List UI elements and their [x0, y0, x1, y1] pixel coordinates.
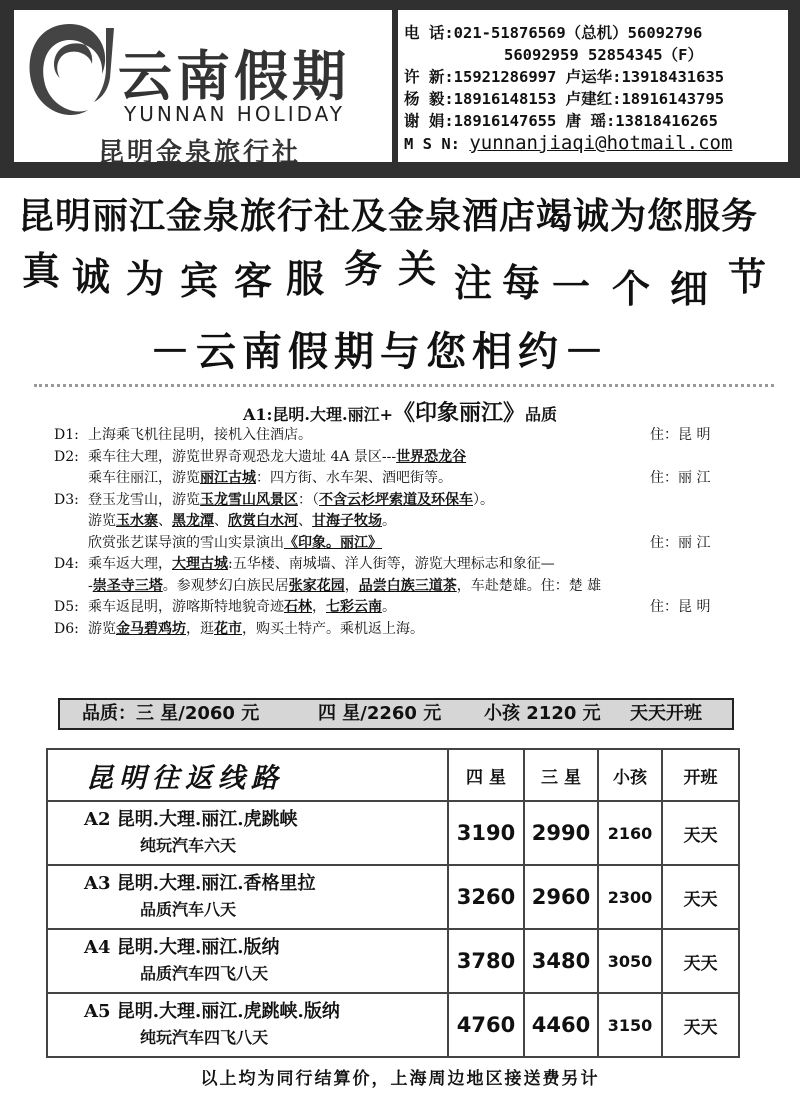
itinerary-stay: 住：昆 明 [650, 427, 711, 443]
itinerary-highlight: 张家花园 [288, 577, 345, 594]
itinerary-highlight: 品尝白族三道茶 [358, 577, 457, 594]
slogan-char: 一 [552, 265, 591, 309]
contact-info [398, 10, 788, 162]
price-three-star-cell: 2990 [524, 801, 598, 865]
phone-more: 56092959 52854345（F） [504, 46, 703, 64]
slogan-invite: －云南假期与您相约－ [150, 329, 610, 375]
itinerary-line [54, 425, 744, 446]
slogan-char: 为 [126, 257, 165, 301]
price-four-star-cell: 3190 [448, 801, 524, 865]
phone-main: 021-51876569（总机）56092796 [453, 24, 703, 42]
phone-label: 电 话: [404, 24, 454, 42]
itinerary-text: 。 [382, 599, 396, 615]
itinerary-text: ， [344, 577, 359, 594]
route-a1-title [0, 396, 800, 427]
slogan-char: 客 [234, 259, 273, 303]
itinerary-text: 乘车往丽江，游览 [88, 470, 200, 486]
routes-table [46, 748, 740, 1058]
slogan-char: 关 [398, 247, 437, 291]
slogan-char: 真 [22, 249, 61, 293]
col-header-three-star: 三 星 [524, 749, 598, 801]
slogan-char: 宾 [180, 259, 219, 303]
itinerary-highlight: 丽江古城 [200, 470, 256, 486]
itinerary-day: D1: [54, 427, 79, 443]
table-row [47, 993, 739, 1057]
slogan-char: 诚 [72, 255, 111, 299]
itinerary-day: D5: [54, 599, 79, 615]
itinerary-text: 。 [382, 513, 396, 529]
itinerary-day: D6: [54, 620, 79, 637]
itinerary-text: 、 [158, 513, 172, 529]
col-header-child: 小孩 [598, 749, 662, 801]
itinerary-day: D4: [54, 556, 79, 572]
price-three-star: 品质：三 星/2060 元 [82, 703, 260, 724]
route-name-cell [47, 929, 448, 993]
slogan-char: 细 [670, 267, 709, 311]
itinerary-stay: 住：丽 江 [650, 470, 711, 486]
slogan-char: 每 [502, 261, 541, 305]
route-a1-title-highlight: 《印象丽江》 [392, 400, 525, 426]
price-child-cell: 3050 [598, 929, 662, 993]
itinerary-highlight: 玉水寨 [116, 513, 158, 529]
route-subtitle: 品质汽车八天 [140, 900, 237, 919]
route-name-cell [47, 993, 448, 1057]
price-four-star: 四 星/2260 元 [318, 703, 442, 724]
schedule-cell: 天天 [662, 865, 739, 929]
price-three-star-cell: 2960 [524, 865, 598, 929]
route-name-cell [47, 865, 448, 929]
slogan-service: 昆明丽江金泉旅行社及金泉酒店竭诚为您服务 [18, 196, 759, 237]
itinerary-line [54, 619, 744, 640]
msn-line [404, 132, 732, 155]
col-header-four-star: 四 星 [448, 749, 524, 801]
itinerary-highlight: 玉龙雪山风景区 [200, 491, 298, 508]
route-subtitle: 纯玩汽车六天 [140, 836, 237, 855]
itinerary-text: 登玉龙雪山，游览 [88, 491, 200, 508]
itinerary-text: ）。 [473, 491, 494, 508]
itinerary-highlight: 不含云杉坪索道及环保车 [319, 491, 473, 508]
itinerary-text: 欣赏张艺谋导演的雪山实景演出 [88, 534, 284, 551]
logo-swirl-icon [22, 18, 118, 130]
itinerary-line [54, 490, 744, 511]
msn-label: M S N: [404, 135, 460, 153]
itinerary-highlight: 金马碧鸡坊 [116, 620, 186, 637]
logo-name-cn: 云南假期 [118, 45, 350, 108]
route-name: A4 昆明.大理.丽江.版纳 [84, 937, 280, 958]
itinerary-text: 游览 [88, 513, 116, 529]
itinerary-text: 乘车往大理，游览世界奇观恐龙大遗址 4A 景区--- [88, 448, 397, 465]
itinerary-highlight: 花市 [214, 620, 242, 637]
table-row [47, 865, 739, 929]
price-child: 小孩 2120 元 [484, 703, 601, 724]
table-row [47, 801, 739, 865]
slogan-char: 务 [344, 247, 383, 291]
route-name: A5 昆明.大理.丽江.虎跳峡.版纳 [84, 1001, 340, 1022]
itinerary-text: 游览 [88, 620, 116, 637]
itinerary-line [54, 554, 744, 575]
itinerary-text: 、 [214, 513, 228, 529]
slogan-detail [22, 238, 782, 311]
price-four-star-cell: 3260 [448, 865, 524, 929]
price-child-cell: 2300 [598, 865, 662, 929]
itinerary-line [54, 511, 744, 532]
route-name-cell [47, 801, 448, 865]
itinerary-day: D3: [54, 491, 79, 508]
itinerary-highlight: 七彩云南 [326, 599, 382, 615]
route-subtitle: 品质汽车四飞八天 [140, 964, 269, 983]
itinerary-text: ，车赴楚雄。住：楚 雄 [456, 577, 602, 594]
route-subtitle: 纯玩汽车四飞八天 [140, 1028, 269, 1047]
itinerary-text: ，逛 [186, 620, 214, 637]
schedule-cell: 天天 [662, 801, 739, 865]
price-four-star-cell: 3780 [448, 929, 524, 993]
itinerary-stay: 住：丽 江 [650, 534, 711, 551]
route-a1-title-suffix: 品质 [525, 405, 558, 424]
slogan-char: 个 [612, 267, 651, 311]
table-row [47, 929, 739, 993]
itinerary-highlight: 大理古城 [172, 556, 228, 572]
price-three-star-cell: 3480 [524, 929, 598, 993]
price-child-cell: 2160 [598, 801, 662, 865]
itinerary-text: 。参观梦幻白族民居 [162, 577, 289, 594]
itinerary-text: - [88, 577, 93, 594]
itinerary-line [54, 533, 744, 554]
itinerary-text: ：（ [298, 491, 319, 508]
itinerary-day: D2: [54, 448, 79, 465]
itinerary-text: ，购买土特产。乘机返上海。 [242, 620, 424, 637]
itinerary-line [54, 597, 744, 618]
itinerary-text: :五华楼、南城墙、洋人街等，游览大理标志和象征— [228, 556, 555, 572]
footer-note: 以上均为同行结算价，上海周边地区接送费另计 [200, 1069, 600, 1089]
price-schedule: 天天开班 [630, 703, 702, 724]
itinerary-highlight: 世界恐龙谷 [396, 448, 467, 465]
price-four-star-cell: 4760 [448, 993, 524, 1057]
msn-email-link[interactable]: yunnanjiaqi@hotmail.com [469, 132, 733, 154]
itinerary-highlight: 欣赏白水河 [228, 513, 298, 529]
phone-line [404, 22, 702, 44]
itinerary-line [54, 468, 744, 489]
itinerary-line [54, 576, 744, 597]
contact-person: 谢 娟:18916147655 唐 瑶:13818416265 [404, 112, 718, 130]
contact-person: 许 新:15921286997 卢运华:13918431635 [404, 68, 725, 86]
header [0, 0, 800, 178]
itinerary-text: ：四方街、水车架、酒吧街等。 [256, 470, 452, 486]
price-child-cell: 3150 [598, 993, 662, 1057]
slogan-char: 节 [728, 255, 767, 299]
dotted-divider [34, 384, 774, 387]
route-name: A2 昆明.大理.丽江.虎跳峡 [84, 809, 298, 830]
itinerary [54, 425, 744, 640]
itinerary-highlight: 石林 [284, 599, 312, 615]
slogan-char: 服 [286, 257, 325, 301]
schedule-cell: 天天 [662, 993, 739, 1057]
logo [14, 10, 392, 168]
itinerary-text: 上海乘飞机往昆明，接机入住酒店。 [88, 427, 312, 443]
table-header-row [47, 749, 739, 801]
price-three-star-cell: 4460 [524, 993, 598, 1057]
itinerary-text: 乘车返昆明，游喀斯特地貌奇迹 [88, 599, 284, 615]
route-name: A3 昆明.大理.丽江.香格里拉 [84, 873, 316, 894]
itinerary-text: ， [312, 599, 326, 615]
itinerary-highlight: 黑龙潭 [172, 513, 214, 529]
itinerary-highlight: 《印象。丽江》 [284, 534, 382, 551]
agency-name: 昆明金泉旅行社 [98, 138, 302, 168]
route-a1-title-prefix: A1:昆明.大理.丽江+ [242, 405, 393, 424]
itinerary-stay: 住：昆 明 [650, 599, 711, 615]
logo-name-en: YUNNAN HOLIDAY [124, 102, 345, 126]
itinerary-highlight: 甘海子牧场 [312, 513, 382, 529]
table-title: 昆明往返线路 [47, 749, 448, 801]
itinerary-line [54, 447, 744, 468]
itinerary-text: 、 [298, 513, 312, 529]
itinerary-text: 乘车返大理， [88, 556, 172, 572]
col-header-schedule: 开班 [662, 749, 739, 801]
slogan-char: 注 [454, 261, 493, 305]
schedule-cell: 天天 [662, 929, 739, 993]
contact-person: 杨 毅:18916148153 卢建红:18916143795 [404, 90, 725, 108]
itinerary-highlight: 崇圣寺三塔 [92, 577, 163, 594]
price-bar [58, 698, 734, 730]
